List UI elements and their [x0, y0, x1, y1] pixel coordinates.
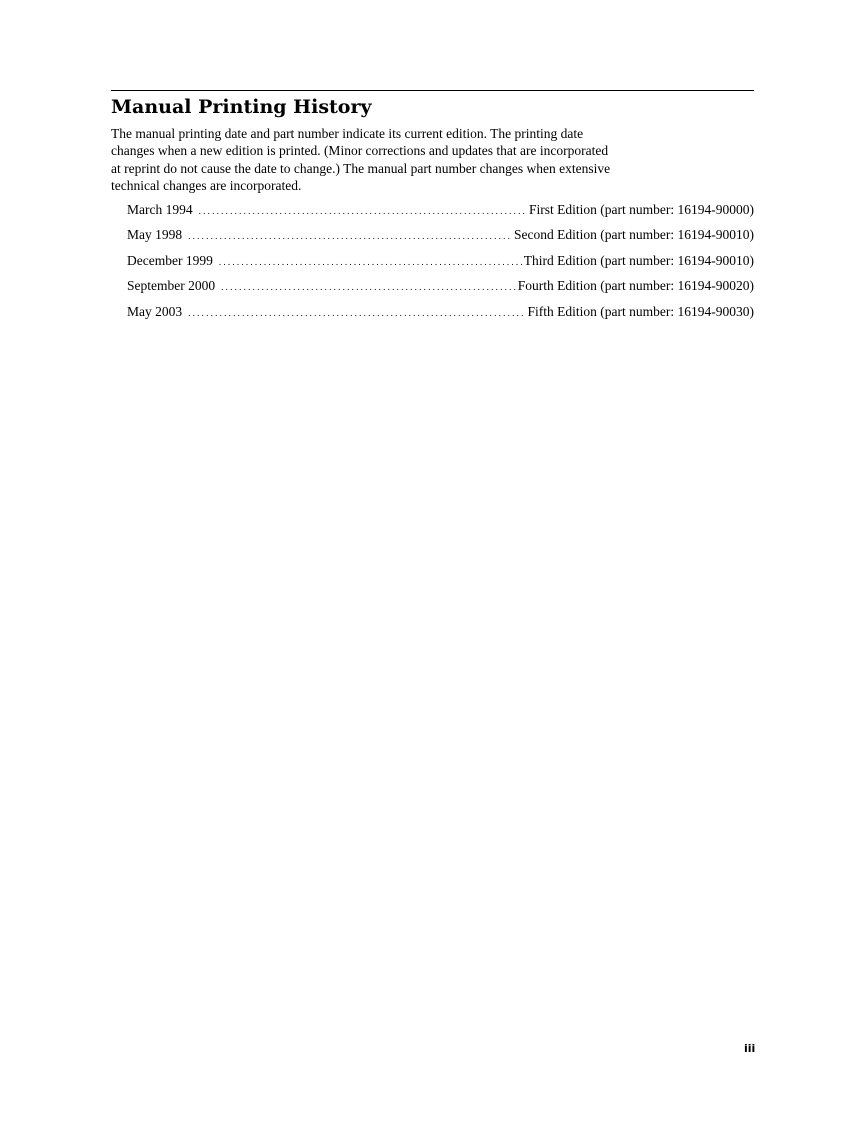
intro-line: changes when a new edition is printed. (Minor corrections and updates that are incorporated — [111, 143, 609, 159]
entry-date: May 2003 — [127, 303, 183, 319]
printing-history-list — [127, 201, 754, 328]
intro-paragraph — [111, 125, 754, 194]
intro-line: technical changes are incorporated. — [111, 177, 302, 193]
dot-leader — [221, 278, 516, 296]
entry-edition: Third Edition (part number: 16194-90010) — [523, 252, 754, 268]
intro-line: at reprint do not cause the date to change.) The manual part number changes when extensive — [111, 160, 611, 176]
dot-leader — [199, 202, 527, 220]
entry-date: May 1998 — [127, 227, 183, 243]
entry-date: December 1999 — [127, 252, 213, 268]
dot-leader — [188, 227, 512, 245]
entry-edition: Second Edition (part number: 16194-90010) — [514, 227, 754, 243]
entry-date: September 2000 — [127, 278, 216, 294]
entry-edition: First Edition (part number: 16194-90000) — [529, 202, 754, 217]
history-entry — [127, 303, 754, 328]
dot-leader — [219, 253, 522, 271]
history-entry — [127, 277, 754, 302]
history-entry — [127, 226, 754, 251]
history-entry — [127, 201, 754, 226]
page-title: Manual Printing History — [111, 96, 372, 118]
intro-line: The manual printing date and part number indicate its current edition. The printing date — [111, 126, 584, 141]
dot-leader — [188, 304, 525, 322]
heading-rule — [111, 90, 754, 91]
entry-edition: Fifth Edition (part number: 16194-90030) — [527, 303, 754, 319]
history-entry — [127, 252, 754, 277]
page-number: iii — [744, 1042, 756, 1055]
entry-edition: Fourth Edition (part number: 16194-90020) — [517, 278, 754, 294]
entry-date: March 1994 — [127, 202, 193, 217]
